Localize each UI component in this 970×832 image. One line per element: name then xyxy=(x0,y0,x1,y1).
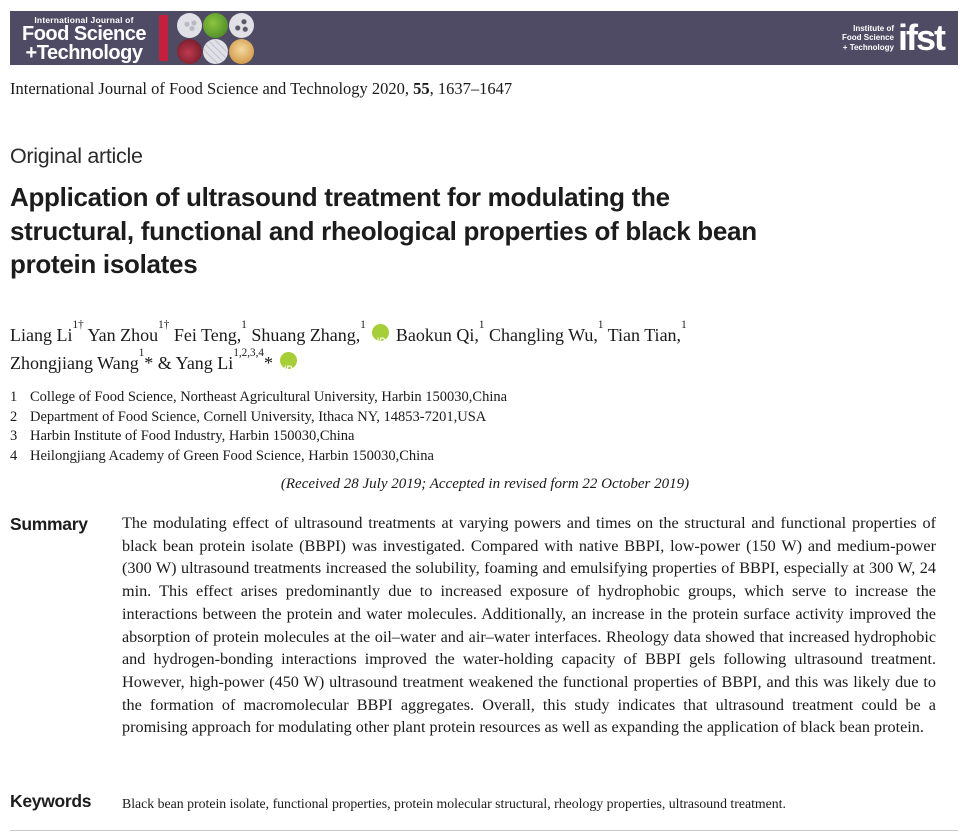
author-name: Yang Li$^{1,2,3,4}$* xyxy=(175,347,273,373)
author-name: Fei Teng,$^1$ xyxy=(173,319,247,345)
journal-logo-title-line2: +Technology xyxy=(25,42,143,64)
ifst-acronym: ifst xyxy=(898,17,944,58)
citation-volume: 55 xyxy=(413,79,430,98)
ifst-logo-line1: Institute of xyxy=(853,23,894,33)
affiliation-number: 4 xyxy=(10,447,18,464)
affiliation-row xyxy=(10,408,507,428)
author-superscript: 1 xyxy=(360,319,366,332)
author-name: Tian Tian,$^1$ xyxy=(607,319,687,345)
author-name: Baokun Qi,$^1$ xyxy=(395,319,485,345)
title-line-1: Application of ultrasound treatment for modulating the xyxy=(10,182,670,212)
citation-pages: , 1637–1647 xyxy=(429,79,513,98)
orcid-icon[interactable] xyxy=(372,324,389,346)
ifst-logo-line2: Food Science xyxy=(841,33,894,43)
orcid-icon-label: iD xyxy=(376,336,386,346)
author-list xyxy=(10,321,960,377)
author-separator: * & xyxy=(144,353,176,373)
bottom-divider xyxy=(10,830,958,831)
affiliation-text: Heilongjiang Academy of Green Food Science, Harbin 150030,China xyxy=(30,447,434,464)
received-accepted-note: (Received 28 July 2019; Accepted in revised form 22 October 2019) xyxy=(280,476,690,492)
author-name: Liang $Li^{1\dagger}$ xyxy=(10,319,84,345)
affiliation-number: 3 xyxy=(10,428,18,444)
ifst-logo-text xyxy=(842,24,894,53)
author-superscript: 1 xyxy=(478,319,485,332)
affiliation-text: College of Food Science, Northeast Agricultural University, Harbin 150030,China xyxy=(30,389,508,405)
summary-label: Summary xyxy=(10,514,88,534)
author-name: Shuang Zhang,$^1$ xyxy=(251,319,366,345)
citation-journal: International Journal of Food Science and Technology 2020, xyxy=(10,79,414,98)
author-line-2 xyxy=(10,349,960,377)
food-photo-icons xyxy=(177,12,265,64)
journal-logo-tagline: International Journal of xyxy=(34,15,134,25)
affiliation-text: Department of Food Science, Cornell University, Ithaca NY, 14853-7201,USA xyxy=(30,408,487,425)
grain-sketch-photo-icon xyxy=(203,39,228,64)
affiliation-text: Harbin Institute of Food Industry, Harbin 150030,China xyxy=(30,428,355,444)
orcid-icon-label: iD xyxy=(283,364,293,374)
summary-text: The modulating effect of ultrasound treatments at varying powers and times on the structural and functional properties of black bean protein isolate (BBPI) was investigated. Compared with native BBPI, low-power (150 W) and medium-power (300 W) ultrasound treatments increased the solubility, foaming and emulsifying properties of BBPI, especially at 300 W, 24 min. This effect arises predominantly due to increased exposure of hydrophobic groups, which serve to increase the interactions between the protein and water molecules. Additionally, an increase in the protein surface activity improved the absorption of protein molecules at the oil–water and air–water interfaces. Rheology data showed that increased hydrophobic and hydrogen-bonding interactions improved the water-holding capacity of BBPI gels following ultrasound treatment. However, high-power (450 W) ultrasound treatment weakened the functional properties of BBPI, and this was likely due to the formation of macromolecular BBPI aggregates. Overall, this study indicates that ultrasound treatment could be a promising approach for modulating other plant protein resources as well as expanding the application of black bean protein. xyxy=(122,514,936,737)
journal-banner xyxy=(10,11,958,65)
author-separator: * xyxy=(264,353,273,373)
berries-photo-icon xyxy=(229,13,254,38)
journal-citation xyxy=(10,79,512,99)
title-line-3: protein isolates xyxy=(10,249,198,279)
author-superscript: 1 xyxy=(597,319,604,332)
title-line-2: structural, functional and rheological properties of black bean xyxy=(10,215,757,246)
author-superscript: 1† xyxy=(72,319,84,332)
beverage-photo-icon xyxy=(229,39,254,64)
author-superscript: 1† xyxy=(158,319,170,332)
red-accent-bar xyxy=(159,15,168,61)
article-title xyxy=(10,181,960,282)
journal-logo xyxy=(10,13,158,63)
wheat-photo-icon xyxy=(177,13,202,38)
author-superscript: 1 xyxy=(681,319,687,332)
affiliation-list xyxy=(10,388,507,466)
affiliation-row xyxy=(10,388,507,408)
affiliation-number: 1 xyxy=(10,389,18,405)
orcid-icon[interactable] xyxy=(280,352,297,374)
ifst-logo xyxy=(841,17,958,58)
red-fruit-photo-icon xyxy=(177,39,202,64)
author-superscript: 1 xyxy=(138,347,145,360)
affiliation-row xyxy=(10,447,507,467)
author-name: Changling Wu,$^1$ xyxy=(488,319,604,345)
leafy-greens-photo-icon xyxy=(203,13,228,38)
keywords-text: Black bean protein isolate, functional properties, protein molecular structural, rheology properties, ultrasound treatment. xyxy=(122,796,786,811)
keywords-label: Keywords xyxy=(10,791,92,811)
author-superscript: 1,2,3,4 xyxy=(233,347,264,360)
article-type-label: Original article xyxy=(10,144,143,168)
author-superscript: 1 xyxy=(241,319,247,332)
author-line-1 xyxy=(10,321,960,349)
journal-logo-title-line1: Food Science xyxy=(21,23,147,45)
author-name: Zhongjiang Wang$^1$* & xyxy=(10,347,176,373)
affiliation-row xyxy=(10,427,507,447)
ifst-logo-line3: + Technology xyxy=(842,42,894,52)
author-name: Yan Zhou$^{1\dagger}$ xyxy=(87,319,170,345)
affiliation-number: 2 xyxy=(10,408,18,425)
